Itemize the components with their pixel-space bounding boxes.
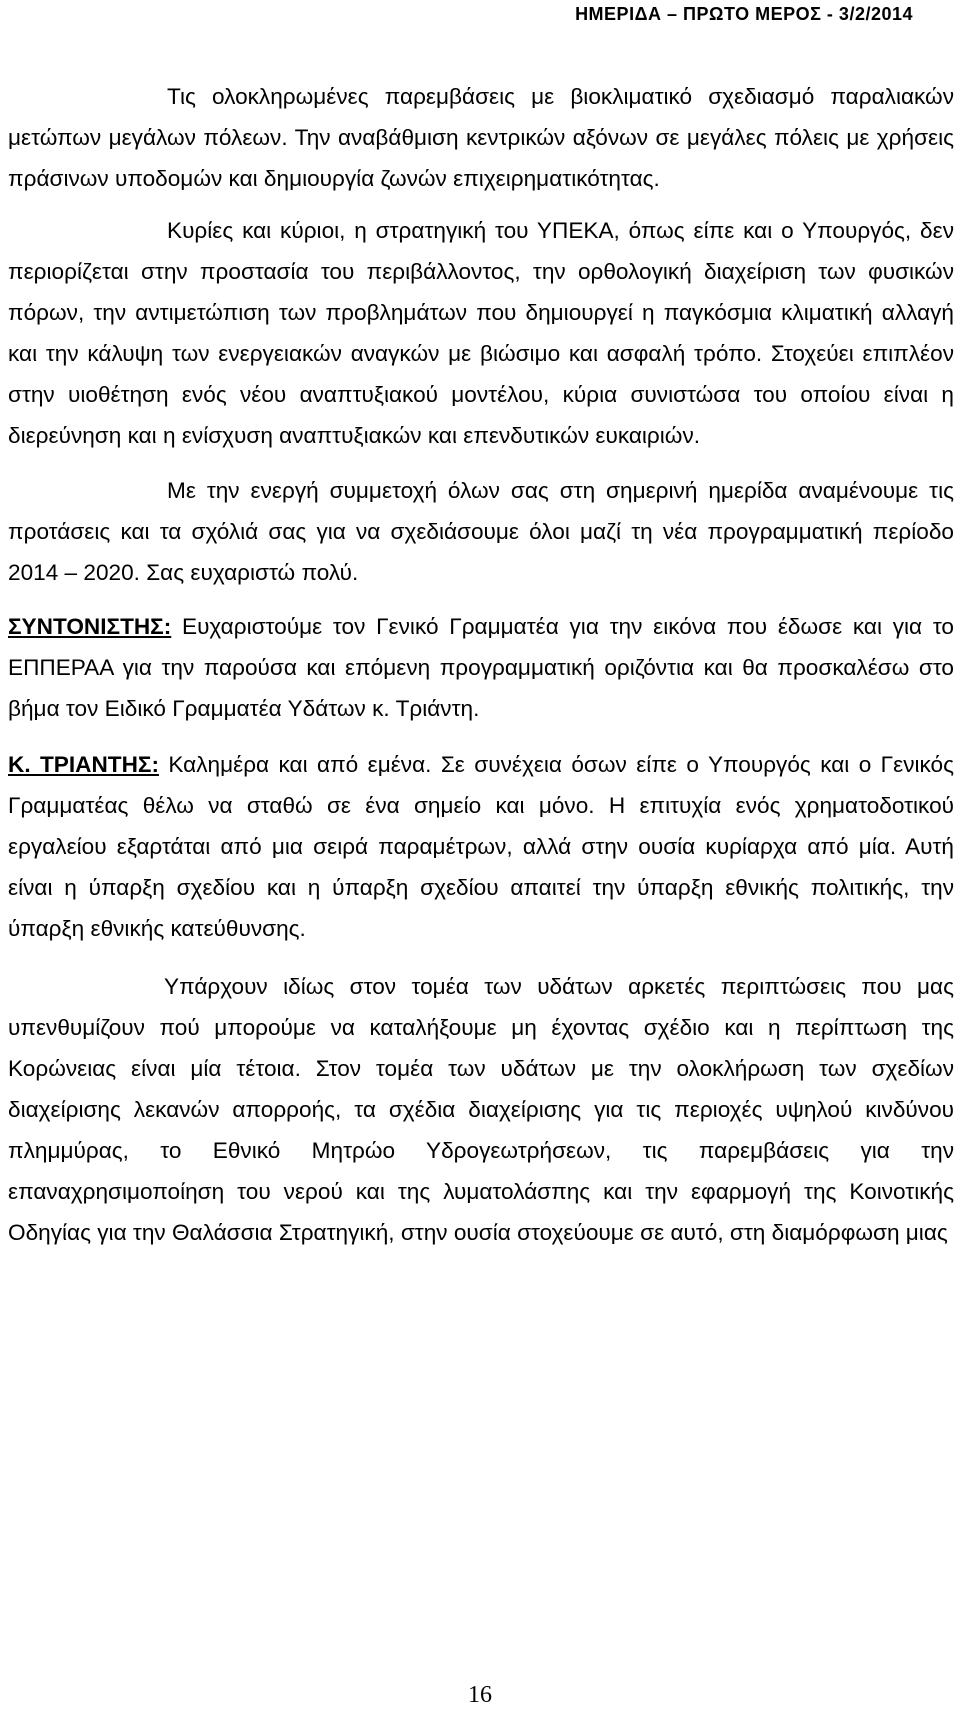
document-body	[8, 76, 954, 1253]
paragraph-1: Τις ολοκληρωμένες παρεμβάσεις με βιοκλιματικό σχεδιασμό παραλιακών μετώπων μεγάλων πόλεων. Την αναβάθμιση κεντρικών αξόνων σε μεγάλες πόλεις με χρήσεις πράσινων υποδομών και δημιουργία ζωνών επιχειρηματικότητας.	[8, 84, 954, 191]
paragraph-4	[8, 606, 954, 729]
paragraph-4-text: Ευχαριστούμε τον Γενικό Γραμματέα για την εικόνα που έδωσε και για το ΕΠΠΕΡΑΑ για την παρούσα και επόμενη προγραμματική οριζόντια και θα προσκαλέσω στο βήμα τον Ειδικό Γραμματέα Υδάτων κ. Τριάντη.	[8, 614, 954, 721]
paragraph-2: Κυρίες και κύριοι, η στρατηγική του ΥΠΕΚΑ, όπως είπε και ο Υπουργός, δεν περιορίζεται στην προστασία του περιβάλλοντος, την ορθολογική διαχείριση των φυσικών πόρων, την αντιμετώπιση των προβλημάτων που δημιουργεί η παγκόσμια κλιματική αλλαγή και την κάλυψη των ενεργειακών αναγκών με βιώσιμο και ασφαλή τρόπο. Στοχεύει επιπλέον στην υιοθέτηση ενός νέου αναπτυξιακού μοντέλου, κύρια συνιστώσα του οποίου είναι η διερεύνηση και η ενίσχυση αναπτυξιακών και επενδυτικών ευκαιριών.	[8, 218, 954, 448]
paragraph-6: Υπάρχουν ιδίως στον τομέα των υδάτων αρκετές περιπτώσεις που μας υπενθυμίζουν πού μπορούμε να καταλήξουμε μη έχοντας σχέδιο και η περίπτωση της Κορώνειας είναι μία τέτοια. Στον τομέα των υδάτων με την ολοκλήρωση των σχεδίων διαχείρισης λεκανών απορροής, τα σχέδια διαχείρισης για τις περιοχές υψηλού κινδύνου πλημμύρας, το Εθνικό Μητρώο Υδρογεωτρήσεων, τις παρεμβάσεις για την επαναχρησιμοποίηση του νερού και της λυματολάσπης και την εφαρμογή της Κοινοτικής Οδηγίας για την Θαλάσσια Στρατηγική, στην ουσία στοχεύουμε σε αυτό, στη διαμόρφωση μιας	[8, 974, 954, 1245]
page-number: 16	[468, 1682, 492, 1708]
speaker-label: Κ. ΤΡΙΑΝΤΗΣ:	[8, 752, 159, 777]
document-header: ΗΜΕΡΙΔΑ – ΠΡΩΤΟ ΜΕΡΟΣ - 3/2/2014	[575, 4, 913, 24]
paragraph-5-text: Καλημέρα και από εμένα. Σε συνέχεια όσων είπε ο Υπουργός και ο Γενικός Γραμματέας θέλω να σταθώ σε ένα σημείο και μόνο. Η επιτυχία ενός χρηματοδοτικού εργαλείου εξαρτάται από μια σειρά παραμέτρων, αλλά στην ουσία κυρίαρχα από μία. Αυτή είναι η ύπαρξη σχεδίου και η ύπαρξη σχεδίου απαιτεί την ύπαρξη εθνικής πολιτικής, την ύπαρξη εθνικής κατεύθυνσης.	[8, 752, 954, 941]
speaker-label: ΣΥΝΤΟΝΙΣΤΗΣ:	[8, 614, 172, 639]
paragraph-5	[8, 744, 954, 949]
paragraph-3: Με την ενεργή συμμετοχή όλων σας στη σημερινή ημερίδα αναμένουμε τις προτάσεις και τα σχόλιά σας για να σχεδιάσουμε όλοι μαζί τη νέα προγραμματική περίοδο 2014 – 2020. Σας ευχαριστώ πολύ.	[8, 478, 954, 585]
